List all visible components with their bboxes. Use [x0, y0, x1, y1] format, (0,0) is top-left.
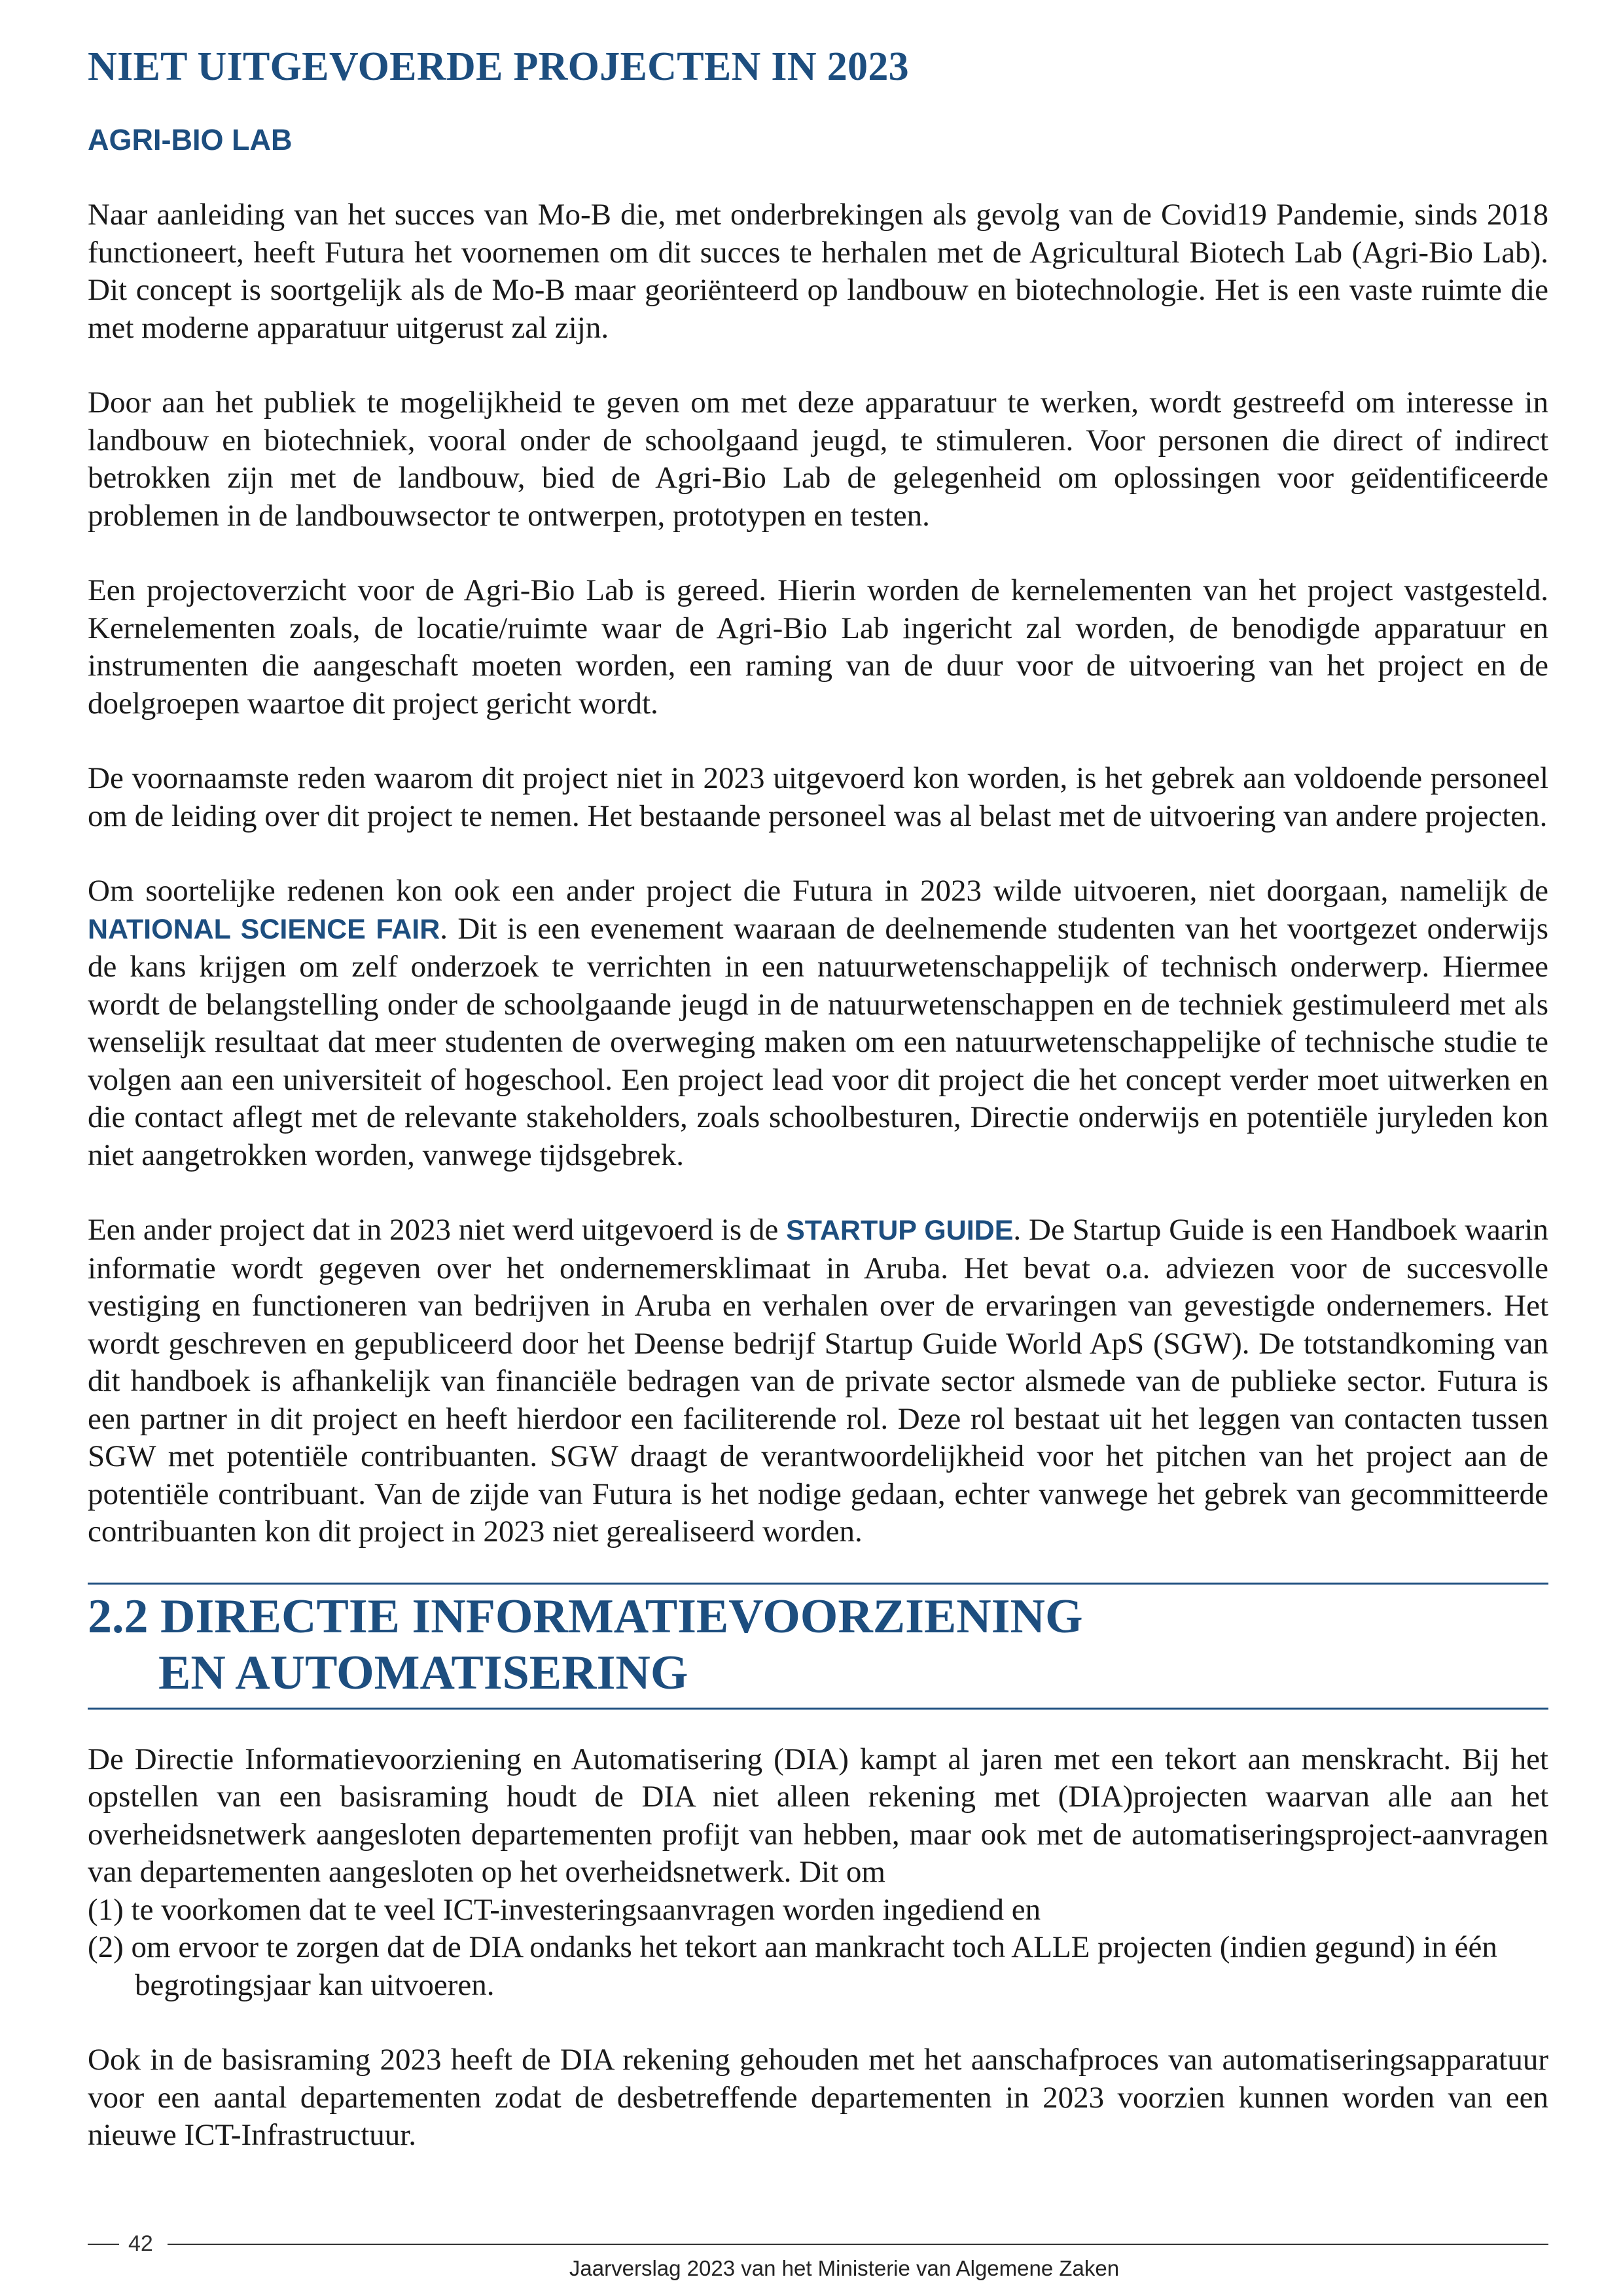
section-heading-line2: EN AUTOMATISERING — [158, 1645, 688, 1700]
page-content — [88, 39, 1548, 2155]
paragraph-text: Een ander project dat in 2023 niet werd uitgevoerd is de — [88, 1213, 787, 1247]
paragraph-agri-bio-goal: Door aan het publiek te mogelijkheid te geven om met deze apparatuur te werken, wordt gestreefd om interesse in landbouw en biotechniek, vooral onder de schoolgaand jeugd, te stimuleren. Voor personen die direct of indirect betrokken zijn met de landbouw, bied de Agri-Bio Lab de gelegenheid om oplossingen voor geïdentificeerde problemen in de landbouwsector te ontwerpen, prototypen en testen. — [88, 386, 1548, 533]
page-footer — [88, 2231, 1548, 2289]
list-item: (1) te voorkomen dat te veel ICT-investeringsaanvragen worden ingediend en — [88, 1892, 1041, 1927]
footer-rule — [168, 2244, 1548, 2245]
section-heading-box — [88, 1583, 1548, 1710]
page-number: 42 — [128, 2231, 153, 2256]
section-heading — [88, 1588, 1548, 1701]
footer-dash — [88, 2244, 119, 2245]
highlight-startup-guide: STARTUP GUIDE — [786, 1215, 1014, 1246]
paragraph-dia-2023: Ook in de basisraming 2023 heeft de DIA rekening gehouden met het aanschafproces van automatiseringsapparatuur voor een aantal departementen zodat de desbetreffende departementen in 2023 voorzien kunnen worden van een nieuwe ICT-Infrastructuur. — [88, 2043, 1548, 2152]
paragraph-science-fair — [88, 872, 1548, 1174]
highlight-national-science-fair: NATIONAL SCIENCE FAIR — [88, 913, 440, 945]
subsection-title: AGRI-BIO LAB — [88, 123, 293, 156]
paragraph-text: . De Startup Guide is een Handboek waarin informatie wordt gegeven over het ondernemersklimaat in Aruba. Het bevat o.a. adviezen voor de succesvolle vestiging en functioneren van bedrijven in Aruba en verhalen over de ervaringen van gevestigde ondernemers. Het wordt geschreven en gepubliceerd door het Deense bedrijf Startup Guide World ApS (SGW). De totstandkoming van dit handboek is afhankelijk van financiële bedragen van de private sector alsmede van de publieke sector. Futura is een partner in dit project en heeft hierdoor een faciliterende rol. Deze rol bestaat uit het leggen van contacten tussen SGW met potentiële contribuanten. SGW draagt de verantwoordelijkheid voor het pitchen van het project aan de potentiële contribuant. Van de zijde van Futura is het nodige gedaan, echter vanwege het gebrek van gecommitteerde contribuanten kon dit project in 2023 niet gerealiseerd worden. — [88, 1213, 1548, 1549]
paragraph-agri-bio-reason: De voornaamste reden waarom dit project niet in 2023 uitgevoerd kon worden, is het gebrek aan voldoende personeel om de leiding over dit project te nemen. Het bestaande personeel was al belast met de uitvoering van andere projecten. — [88, 761, 1548, 833]
paragraph-agri-bio-intro: Naar aanleiding van het succes van Mo-B die, met onderbrekingen als gevolg van de Covid19 Pandemie, sinds 2018 functioneert, heeft Futura het voornemen om dit succes te herhalen met de Agricultural Biotech Lab (Agri-Bio Lab). Dit concept is soortgelijk als de Mo-B maar georiënteerd op landbouw en biotechnologie. Het is een vaste ruimte die met moderne apparatuur uitgerust zal zijn. — [88, 198, 1548, 345]
paragraph-dia-intro: De Directie Informatievoorziening en Automatisering (DIA) kampt al jaren met een tekort aan menskracht. Bij het opstellen van een basisraming houdt de DIA niet alleen rekening met (DIA)projecten waarvan alle aan het overheidsnetwerk aangesloten departementen profijt van hebben, maar ook met de automatiseringsproject-aanvragen van departementen aangesloten op het overheidsnetwerk. Dit om — [88, 1742, 1548, 1889]
paragraph-text: . Dit is een evenement waaraan de deelnemende studenten van het voortgezet onderwijs de kans krijgen om zelf onderzoek te verrichten in een natuurwetenschappelijk of technisch onderwerp. Hiermee wordt de belangstelling onder de schoolgaande jeugd in de natuurwetenschappen en de techniek gestimuleerd met als wenselijk resultaat dat meer studenten de overweging maken om een natuurwetenschappelijke of technische studie te volgen aan een universiteit of hogeschool. Een project lead voor dit project die het concept verder moet uitwerken en die contact aflegt met de relevante stakeholders, zoals schoolbesturen, Directie onderwijs en potentiële juryleden kon niet aangetrokken worden, vanwege tijdsgebrek. — [88, 911, 1548, 1172]
paragraph-text: Om soortelijke redenen kon ook een ander project die Futura in 2023 wilde uitvoeren, niet doorgaan, namelijk de — [88, 874, 1548, 908]
footer-title: Jaarverslag 2023 van het Ministerie van Algemene Zaken — [569, 2256, 1120, 2280]
page-title: NIET UITGEVOERDE PROJECTEN IN 2023 — [88, 45, 909, 89]
paragraph-startup-guide — [88, 1211, 1548, 1551]
section-heading-line1: 2.2 DIRECTIE INFORMATIEVOORZIENING — [88, 1589, 1083, 1643]
paragraph-agri-bio-overview: Een projectoverzicht voor de Agri-Bio Lab is gereed. Hierin worden de kernelementen van het project vastgesteld. Kernelementen zoals, de locatie/ruimte waar de Agri-Bio Lab ingericht zal worden, de benodigde apparatuur en instrumenten die aangeschaft moeten worden, een raming van de duur voor de uitvoering van het project en de doelgroepen waartoe dit project gericht wordt. — [88, 573, 1548, 721]
list-item: (2) om ervoor te zorgen dat de DIA ondanks het tekort aan mankracht toch ALLE projecten (indien gegund) in één begrotingsjaar kan uitvoeren. — [88, 1930, 1497, 2002]
